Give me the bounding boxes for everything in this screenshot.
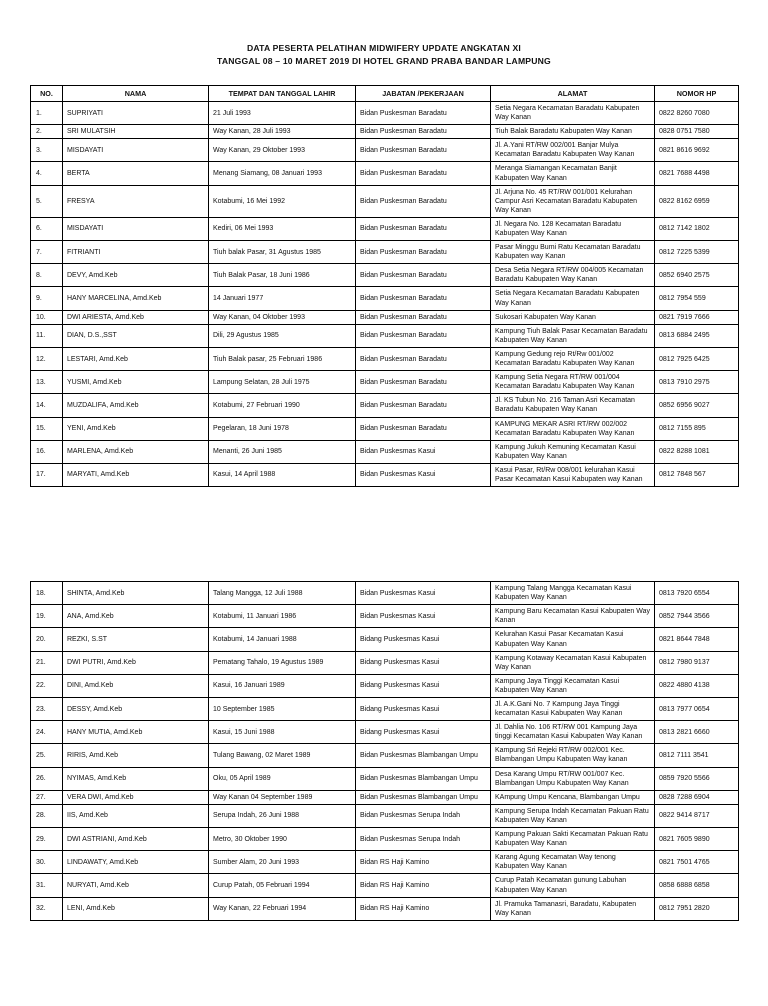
cell-no: 26. [31, 767, 63, 790]
cell-jabatan: Bidan Puskesman Baradatu [356, 139, 491, 162]
cell-alamat: Kampung Pakuan Sakti Kecamatan Pakuan Ratu Kabupaten Way Kanan [491, 828, 655, 851]
cell-nama: DESSY, Amd.Keb [63, 698, 209, 721]
table-row [31, 264, 739, 287]
cell-jabatan: Bidang Puskesmas Kasui [356, 721, 491, 744]
cell-jabatan: Bidan Puskesmas Kasui [356, 605, 491, 628]
cell-hp: 0812 7954 559 [655, 287, 739, 310]
cell-alamat: Kampung Baru Kecamatan Kasui Kabupaten Way Kanan [491, 605, 655, 628]
cell-alamat: Jl. KS Tubun No. 216 Taman Asri Kecamatan Baradatu Kabupaten Way Kanan [491, 394, 655, 417]
cell-nama: YUSMI, Amd.Keb [63, 371, 209, 394]
cell-ttl: Way Kanan, 04 Oktober 1993 [209, 310, 356, 324]
table-row [31, 371, 739, 394]
cell-no: 19. [31, 605, 63, 628]
cell-ttl: Tiuh balak Pasar, 31 Agustus 1985 [209, 241, 356, 264]
cell-alamat: Kampung Gedung rejo Rt/Rw 001/002 Kecamatan Baradatu Kabupaten Way Kanan [491, 347, 655, 370]
cell-nama: VERA DWI, Amd.Keb [63, 790, 209, 804]
table-row [31, 790, 739, 804]
cell-hp: 0852 7944 3566 [655, 605, 739, 628]
cell-nama: SUPRIYATI [63, 101, 209, 124]
cell-ttl: Kotabumi, 16 Mei 1992 [209, 185, 356, 217]
cell-alamat: Jl. A.K.Gani No. 7 Kampung Jaya Tinggi kecamatan Kasui Kabupaten Way Kanan [491, 698, 655, 721]
cell-alamat: KAmpung Umpu Kencana, Blambangan Umpu [491, 790, 655, 804]
cell-hp: 0822 8260 7080 [655, 101, 739, 124]
cell-nama: BERTA [63, 162, 209, 185]
participants-table-page2 [30, 581, 739, 921]
cell-ttl: Serupa Indah, 26 Juni 1988 [209, 804, 356, 827]
column-header-ttl: TEMPAT DAN TANGGAL LAHIR [209, 85, 356, 101]
cell-ttl: Tulang Bawang, 02 Maret 1989 [209, 744, 356, 767]
cell-ttl: Oku, 05 April 1989 [209, 767, 356, 790]
cell-ttl: Way Kanan, 22 Februari 1994 [209, 897, 356, 920]
cell-jabatan: Bidan Puskesmas Serupa Indah [356, 804, 491, 827]
cell-alamat: Kampung Tiuh Balak Pasar Kecamatan Baradatu Kabupaten Way Kanan [491, 324, 655, 347]
table-row [31, 417, 739, 440]
cell-nama: YENI, Amd.Keb [63, 417, 209, 440]
cell-alamat: Jl. Arjuna No. 45 RT/RW 001/001 Kelurahan Campur Asri Kecamatan Baradatu Kabupaten Way Kanan [491, 185, 655, 217]
cell-hp: 0812 7925 6425 [655, 347, 739, 370]
column-header-jabatan: JABATAN /PEKERJAAN [356, 85, 491, 101]
cell-jabatan: Bidan RS Haji Kamino [356, 897, 491, 920]
cell-hp: 0813 2821 6660 [655, 721, 739, 744]
cell-no: 12. [31, 347, 63, 370]
table-row [31, 347, 739, 370]
cell-no: 1. [31, 101, 63, 124]
cell-nama: MISDAYATI [63, 217, 209, 240]
cell-alamat: Sukosari Kabupaten Way Kanan [491, 310, 655, 324]
cell-nama: NYIMAS, Amd.Keb [63, 767, 209, 790]
cell-no: 27. [31, 790, 63, 804]
cell-hp: 0821 7605 9890 [655, 828, 739, 851]
table-row [31, 162, 739, 185]
table-row [31, 674, 739, 697]
cell-hp: 0828 0751 7580 [655, 125, 739, 139]
cell-nama: DINI, Amd.Keb [63, 674, 209, 697]
cell-alamat: Jl. Dahlia No. 106 RT/RW 001 Kampung Jaya tinggi Kecamatan Kasui Kabupaten Way Kanan [491, 721, 655, 744]
cell-alamat: Jl. A.Yani RT/RW 002/001 Banjar Mulya Kecamatan Baradatu Kabupaten Way Kanan [491, 139, 655, 162]
cell-hp: 0812 7155 895 [655, 417, 739, 440]
table-header-row [31, 85, 739, 101]
cell-ttl: Lampung Selatan, 28 Juli 1975 [209, 371, 356, 394]
cell-hp: 0813 7920 6554 [655, 582, 739, 605]
table-row [31, 605, 739, 628]
cell-alamat: Kampung Kotaway Kecamatan Kasui Kabupaten Way Kanan [491, 651, 655, 674]
cell-nama: DIAN, D.S.,SST [63, 324, 209, 347]
table-row [31, 804, 739, 827]
cell-ttl: Pegelaran, 18 Juni 1978 [209, 417, 356, 440]
table-row [31, 721, 739, 744]
cell-ttl: Kasui, 14 April 1988 [209, 463, 356, 486]
table-row [31, 287, 739, 310]
cell-ttl: Kotabumi, 14 Januari 1988 [209, 628, 356, 651]
table-row [31, 101, 739, 124]
cell-jabatan: Bidan RS Haji Kamino [356, 851, 491, 874]
cell-jabatan: Bidan Puskesmas Blambangan Umpu [356, 767, 491, 790]
cell-jabatan: Bidan Puskesman Baradatu [356, 417, 491, 440]
cell-no: 21. [31, 651, 63, 674]
cell-hp: 0812 7142 1802 [655, 217, 739, 240]
cell-nama: FRESYA [63, 185, 209, 217]
cell-ttl: Way Kanan, 28 Juli 1993 [209, 125, 356, 139]
cell-no: 14. [31, 394, 63, 417]
cell-alamat: Meranga Siamangan Kecamatan Banjit Kabupaten Way Kanan [491, 162, 655, 185]
cell-no: 6. [31, 217, 63, 240]
cell-nama: LINDAWATY, Amd.Keb [63, 851, 209, 874]
cell-ttl: 14 Januari 1977 [209, 287, 356, 310]
cell-jabatan: Bidan Puskesman Baradatu [356, 217, 491, 240]
cell-jabatan: Bidan Puskesman Baradatu [356, 185, 491, 217]
table-row [31, 828, 739, 851]
cell-ttl: Tiuh Balak Pasar, 18 Juni 1986 [209, 264, 356, 287]
table-row [31, 310, 739, 324]
cell-alamat: Kampung Talang Mangga Kecamatan Kasui Kabupaten Way Kanan [491, 582, 655, 605]
cell-no: 13. [31, 371, 63, 394]
cell-alamat: KAMPUNG MEKAR ASRI RT/RW 002/002 Kecamatan Baradatu Kabupaten Way Kanan [491, 417, 655, 440]
table-row [31, 874, 739, 897]
table-row [31, 628, 739, 651]
table-row [31, 767, 739, 790]
cell-jabatan: Bidan Puskesman Baradatu [356, 347, 491, 370]
cell-no: 20. [31, 628, 63, 651]
table-row [31, 582, 739, 605]
cell-ttl: Kotabumi, 11 Januari 1986 [209, 605, 356, 628]
cell-hp: 0813 7910 2975 [655, 371, 739, 394]
column-header-nama: NAMA [63, 85, 209, 101]
cell-no: 22. [31, 674, 63, 697]
cell-jabatan: Bidan Puskesman Baradatu [356, 162, 491, 185]
cell-jabatan: Bidan Puskesmas Blambangan Umpu [356, 790, 491, 804]
cell-jabatan: Bidan Puskesmas Blambangan Umpu [356, 744, 491, 767]
cell-ttl: Way Kanan, 29 Oktober 1993 [209, 139, 356, 162]
cell-alamat: Setia Negara Kecamatan Baradatu Kabupaten Way Kanan [491, 287, 655, 310]
document-title-line1: DATA PESERTA PELATIHAN MIDWIFERY UPDATE ANGKATAN XI [246, 43, 522, 53]
cell-nama: REZKI, S.ST [63, 628, 209, 651]
cell-nama: SRI MULATSIH [63, 125, 209, 139]
cell-jabatan: Bidan Puskesmas Kasui [356, 582, 491, 605]
cell-hp: 0813 6884 2495 [655, 324, 739, 347]
cell-no: 8. [31, 264, 63, 287]
cell-ttl: 10 September 1985 [209, 698, 356, 721]
column-header-alamat: ALAMAT [491, 85, 655, 101]
cell-jabatan: Bidan Puskesman Baradatu [356, 125, 491, 139]
cell-alamat: Curup Patah Kecamatan gunung Labuhan Kabupaten Way Kanan [491, 874, 655, 897]
cell-jabatan: Bidan Puskesmas Serupa Indah [356, 828, 491, 851]
cell-nama: RIRIS, Amd.Keb [63, 744, 209, 767]
cell-nama: MUZDALIFA, Amd.Keb [63, 394, 209, 417]
cell-jabatan: Bidan Puskesman Baradatu [356, 287, 491, 310]
cell-hp: 0812 7225 5399 [655, 241, 739, 264]
cell-ttl: 21 Juli 1993 [209, 101, 356, 124]
cell-alamat: Kasui Pasar, Rt/Rw 008/001 kelurahan Kasui Pasar Kecamatan Kasui Kabupaten way Kanan [491, 463, 655, 486]
cell-hp: 0812 7980 9137 [655, 651, 739, 674]
cell-no: 5. [31, 185, 63, 217]
cell-alamat: Desa Setia Negara RT/RW 004/005 Kecamatan Baradatu Kabupaten Way Kanan [491, 264, 655, 287]
column-header-no: NO. [31, 85, 63, 101]
table-row [31, 698, 739, 721]
cell-jabatan: Bidan Puskesman Baradatu [356, 324, 491, 347]
table-row [31, 897, 739, 920]
table-row [31, 241, 739, 264]
cell-jabatan: Bidan RS Haji Kamino [356, 874, 491, 897]
cell-ttl: Menang Siamang, 08 Januari 1993 [209, 162, 356, 185]
cell-no: 18. [31, 582, 63, 605]
cell-alamat: Kampung Jukuh Kemuning Kecamatan Kasui Kabupaten Way Kanan [491, 440, 655, 463]
cell-ttl: Kasui, 16 Januari 1989 [209, 674, 356, 697]
cell-alamat: Kampung Setia Negara RT/RW 001/004 Kecamatan Baradatu Kabupaten Way Kanan [491, 371, 655, 394]
cell-hp: 0821 8616 9692 [655, 139, 739, 162]
cell-hp: 0822 9414 8717 [655, 804, 739, 827]
cell-ttl: Curup Patah, 05 Februari 1994 [209, 874, 356, 897]
cell-ttl: Tiuh Balak pasar, 25 Februari 1986 [209, 347, 356, 370]
cell-no: 9. [31, 287, 63, 310]
cell-no: 25. [31, 744, 63, 767]
cell-no: 10. [31, 310, 63, 324]
cell-no: 29. [31, 828, 63, 851]
cell-nama: LENI, Amd.Keb [63, 897, 209, 920]
cell-jabatan: Bidang Puskesmas Kasui [356, 698, 491, 721]
table-row [31, 851, 739, 874]
cell-nama: MISDAYATI [63, 139, 209, 162]
cell-nama: LESTARI, Amd.Keb [63, 347, 209, 370]
cell-jabatan: Bidang Puskesmas Kasui [356, 674, 491, 697]
cell-hp: 0822 8162 6959 [655, 185, 739, 217]
cell-hp: 0812 7848 567 [655, 463, 739, 486]
cell-no: 16. [31, 440, 63, 463]
cell-jabatan: Bidan Puskesman Baradatu [356, 394, 491, 417]
cell-jabatan: Bidan Puskesman Baradatu [356, 264, 491, 287]
cell-hp: 0822 8288 1081 [655, 440, 739, 463]
cell-hp: 0859 7920 5566 [655, 767, 739, 790]
cell-ttl: Kediri, 06 Mei 1993 [209, 217, 356, 240]
cell-no: 32. [31, 897, 63, 920]
cell-alamat: Kampung Jaya Tinggi Kecamatan Kasui Kabupaten Way Kanan [491, 674, 655, 697]
cell-no: 23. [31, 698, 63, 721]
table-row [31, 185, 739, 217]
cell-alamat: Karang Agung Kecamatan Way tenong Kabupaten Way Kanan [491, 851, 655, 874]
cell-nama: DWI ARIESTA, Amd.Keb [63, 310, 209, 324]
cell-ttl: Way Kanan 04 September 1989 [209, 790, 356, 804]
cell-jabatan: Bidan Puskesman Baradatu [356, 371, 491, 394]
cell-no: 30. [31, 851, 63, 874]
cell-alamat: Tiuh Balak Baradatu Kabupaten Way Kanan [491, 125, 655, 139]
table-row [31, 651, 739, 674]
cell-alamat: Jl. Pramuka Tamanasri, Baradatu, Kabupaten Way Kanan [491, 897, 655, 920]
cell-alamat: Kampung Serupa Indah Kecamatan Pakuan Ratu Kabupaten Way Kanan [491, 804, 655, 827]
cell-hp: 0822 4880 4138 [655, 674, 739, 697]
cell-no: 3. [31, 139, 63, 162]
cell-jabatan: Bidan Puskesman Baradatu [356, 101, 491, 124]
cell-hp: 0821 7919 7666 [655, 310, 739, 324]
cell-nama: MARLENA, Amd.Keb [63, 440, 209, 463]
cell-ttl: Menanti, 26 Juni 1985 [209, 440, 356, 463]
cell-hp: 0858 6888 6858 [655, 874, 739, 897]
table-row [31, 744, 739, 767]
cell-jabatan: Bidan Puskesmas Kasui [356, 463, 491, 486]
cell-alamat: Desa Karang Umpu RT/RW 001/007 Kec. Blambangan Umpu Kabupaten Way Kanan [491, 767, 655, 790]
cell-no: 28. [31, 804, 63, 827]
cell-no: 17. [31, 463, 63, 486]
cell-alamat: Kelurahan Kasui Pasar Kecamatan Kasui Kabupaten Way Kanan [491, 628, 655, 651]
document-title-line2: TANGGAL 08 – 10 MARET 2019 DI HOTEL GRAND PRABA BANDAR LAMPUNG [217, 56, 551, 67]
table-row [31, 125, 739, 139]
table-row [31, 440, 739, 463]
table-row [31, 139, 739, 162]
document-title [0, 0, 768, 69]
cell-nama: HANY MUTIA, Amd.Keb [63, 721, 209, 744]
cell-hp: 0812 7111 3541 [655, 744, 739, 767]
cell-nama: MARYATI, Amd.Keb [63, 463, 209, 486]
cell-nama: SHINTA, Amd.Keb [63, 582, 209, 605]
cell-ttl: Metro, 30 Oktober 1990 [209, 828, 356, 851]
cell-jabatan: Bidan Puskesmas Kasui [356, 440, 491, 463]
cell-nama: ANA, Amd.Keb [63, 605, 209, 628]
cell-ttl: Pematang Tahalo, 19 Agustus 1989 [209, 651, 356, 674]
cell-nama: DWI PUTRI, Amd.Keb [63, 651, 209, 674]
cell-alamat: Pasar Minggu Bumi Ratu Kecamatan Baradatu Kabupaten way Kanan [491, 241, 655, 264]
column-header-hp: NOMOR HP [655, 85, 739, 101]
cell-jabatan: Bidan Puskesman Baradatu [356, 310, 491, 324]
cell-hp: 0821 7688 4498 [655, 162, 739, 185]
table-row [31, 394, 739, 417]
cell-nama: DEVY, Amd.Keb [63, 264, 209, 287]
cell-nama: HANY MARCELINA, Amd.Keb [63, 287, 209, 310]
cell-nama: IIS, Amd.Keb [63, 804, 209, 827]
cell-alamat: Kampung Sri Rejeki RT/RW 002/001 Kec. Blambangan Umpu Kabupaten Way kanan [491, 744, 655, 767]
cell-hp: 0821 7501 4765 [655, 851, 739, 874]
cell-ttl: Dili, 29 Agustus 1985 [209, 324, 356, 347]
cell-no: 11. [31, 324, 63, 347]
cell-no: 4. [31, 162, 63, 185]
cell-hp: 0852 6940 2575 [655, 264, 739, 287]
cell-no: 7. [31, 241, 63, 264]
participants-table-page1 [30, 85, 739, 487]
cell-nama: NURYATI, Amd.Keb [63, 874, 209, 897]
cell-ttl: Kotabumi, 27 Februari 1990 [209, 394, 356, 417]
cell-no: 15. [31, 417, 63, 440]
cell-alamat: Setia Negara Kecamatan Baradatu Kabupaten Way Kanan [491, 101, 655, 124]
cell-jabatan: Bidang Puskesmas Kasui [356, 651, 491, 674]
cell-hp: 0813 7977 0654 [655, 698, 739, 721]
cell-jabatan: Bidang Puskesmas Kasui [356, 628, 491, 651]
table-row [31, 217, 739, 240]
cell-hp: 0812 7951 2820 [655, 897, 739, 920]
cell-hp: 0821 8644 7848 [655, 628, 739, 651]
cell-hp: 0852 6956 9027 [655, 394, 739, 417]
cell-ttl: Sumber Alam, 20 Juni 1993 [209, 851, 356, 874]
cell-ttl: Kasui, 15 Juni 1988 [209, 721, 356, 744]
cell-no: 24. [31, 721, 63, 744]
cell-no: 2. [31, 125, 63, 139]
cell-jabatan: Bidan Puskesman Baradatu [356, 241, 491, 264]
cell-alamat: Jl. Negara No. 128 Kecamatan Baradatu Kabupaten Way Kanan [491, 217, 655, 240]
table-row [31, 324, 739, 347]
table-row [31, 463, 739, 486]
cell-hp: 0828 7288 6904 [655, 790, 739, 804]
cell-nama: DWI ASTRIANI, Amd.Keb [63, 828, 209, 851]
cell-no: 31. [31, 874, 63, 897]
cell-nama: FITRIANTI [63, 241, 209, 264]
cell-ttl: Talang Mangga, 12 Juli 1988 [209, 582, 356, 605]
